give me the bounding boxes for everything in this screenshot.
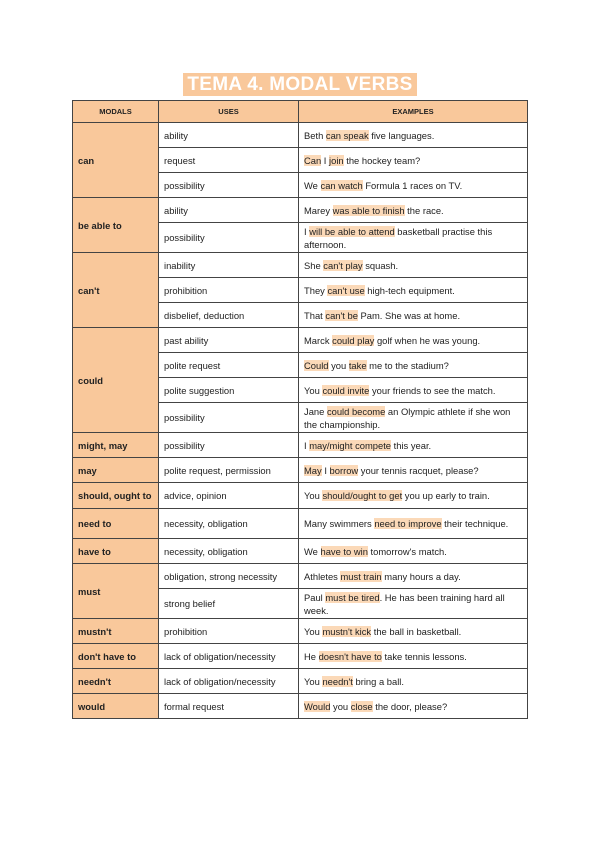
highlighted-modal-phrase: can watch (320, 179, 363, 191)
use-cell: strong belief (159, 589, 299, 619)
header-modals: MODALS (73, 101, 159, 123)
example-text: We (304, 179, 321, 191)
use-cell: prohibition (159, 619, 299, 644)
example-text: their technique. (441, 518, 509, 529)
example-text: five languages. (368, 129, 435, 141)
use-cell: necessity, obligation (159, 509, 299, 539)
example-text: Marck (304, 334, 333, 346)
example-cell (299, 483, 528, 509)
highlighted-modal-phrase: could become (326, 405, 386, 417)
example-cell (299, 589, 528, 619)
highlighted-modal-phrase: have to win (320, 545, 368, 557)
example-text: many hours a day. (381, 570, 461, 582)
example-text: You (304, 384, 323, 396)
highlighted-modal-phrase: mustn't kick (322, 625, 372, 637)
example-text: your tennis racquet, please? (358, 464, 479, 476)
example-text: Formula 1 races on TV. (362, 179, 463, 191)
highlighted-modal-phrase: needn't (322, 675, 353, 687)
use-cell: formal request (159, 694, 299, 719)
table-row (73, 619, 528, 644)
highlighted-modal-phrase: close (350, 700, 373, 712)
example-cell (299, 458, 528, 483)
use-cell: polite request (159, 353, 299, 378)
use-cell: past ability (159, 328, 299, 353)
example-text: You (304, 490, 323, 501)
example-cell (299, 619, 528, 644)
highlighted-modal-phrase: May (304, 464, 322, 476)
highlighted-modal-phrase: can't use (327, 284, 365, 296)
use-cell: ability (159, 198, 299, 223)
use-cell: disbelief, deduction (159, 303, 299, 328)
example-cell (299, 669, 528, 694)
example-text: She (304, 259, 324, 271)
modal-cell: be able to (73, 198, 159, 253)
page-title: TEMA 4. MODAL VERBS (183, 73, 416, 96)
example-text: Marey (304, 204, 333, 216)
table-header-row (73, 101, 528, 123)
example-text: you (330, 700, 351, 712)
example-text: the race. (404, 204, 444, 216)
example-text: Pam. She was at home. (357, 309, 461, 321)
example-cell (299, 303, 528, 328)
example-text: You (304, 675, 323, 687)
highlighted-modal-phrase: doesn't have to (318, 650, 382, 662)
table-row (73, 328, 528, 353)
example-text: I (321, 464, 330, 476)
example-text: golf when he was young. (374, 334, 481, 346)
page-title-wrap (0, 74, 600, 96)
use-cell: lack of obligation/necessity (159, 669, 299, 694)
highlighted-modal-phrase: Can (304, 154, 322, 166)
use-cell: prohibition (159, 278, 299, 303)
highlighted-modal-phrase: join (329, 154, 344, 166)
example-text: Athletes (304, 570, 341, 582)
highlighted-modal-phrase: Would (304, 700, 331, 712)
example-cell (299, 353, 528, 378)
modal-verbs-table (72, 100, 528, 719)
table-row (73, 433, 528, 458)
example-text: an Olympic athlete if she won the championship. (304, 405, 511, 430)
table-body (73, 123, 528, 719)
example-text: You (304, 625, 323, 637)
table-row (73, 539, 528, 564)
example-cell (299, 253, 528, 278)
example-text: Beth (304, 129, 326, 141)
highlighted-modal-phrase: must train (340, 570, 382, 582)
example-cell (299, 509, 528, 539)
example-text: tomorrow's match. (367, 545, 447, 557)
example-text: your friends to see the match. (369, 384, 496, 396)
example-cell (299, 278, 528, 303)
modal-cell: can (73, 123, 159, 198)
highlighted-modal-phrase: was able to finish (332, 204, 405, 216)
example-text: I (304, 439, 310, 451)
example-text: They (304, 284, 328, 296)
example-text: you (328, 359, 349, 371)
highlighted-modal-phrase: will be able to attend (309, 225, 395, 237)
modal-cell: must (73, 564, 159, 619)
example-text: . He has been training hard all week. (304, 591, 505, 616)
highlighted-modal-phrase: can speak (325, 129, 369, 141)
highlighted-modal-phrase: could invite (322, 384, 370, 396)
example-text: the ball in basketball. (371, 625, 462, 637)
use-cell: possibility (159, 433, 299, 458)
modal-cell: needn't (73, 669, 159, 694)
use-cell: possibility (159, 173, 299, 198)
table-row (73, 123, 528, 148)
modal-cell: have to (73, 539, 159, 564)
example-cell (299, 564, 528, 589)
table-row (73, 253, 528, 278)
use-cell: request (159, 148, 299, 173)
modal-cell: should, ought to (73, 483, 159, 509)
highlighted-modal-phrase: can't be (325, 309, 358, 321)
example-text: this year. (391, 439, 432, 451)
highlighted-modal-phrase: borrow (329, 464, 359, 476)
highlighted-modal-phrase: need to improve (374, 518, 442, 529)
modal-cell: would (73, 694, 159, 719)
example-text: the door, please? (372, 700, 448, 712)
example-text: Jane (304, 405, 327, 417)
example-text: Paul (304, 591, 326, 603)
header-uses: USES (159, 101, 299, 123)
example-cell (299, 198, 528, 223)
example-cell (299, 539, 528, 564)
example-text: We (304, 545, 321, 557)
example-cell (299, 433, 528, 458)
table-row (73, 509, 528, 539)
highlighted-modal-phrase: Could (304, 359, 329, 371)
use-cell: lack of obligation/necessity (159, 644, 299, 669)
modal-cell: need to (73, 509, 159, 539)
example-text: He (304, 650, 319, 662)
example-text: you up early to train. (402, 490, 490, 501)
example-text: I (304, 225, 310, 237)
highlighted-modal-phrase: should/ought to get (322, 490, 403, 501)
use-cell: possibility (159, 403, 299, 433)
example-text: That (304, 309, 326, 321)
example-cell (299, 403, 528, 433)
example-cell (299, 223, 528, 253)
example-text: the hockey team? (343, 154, 421, 166)
modal-cell: may (73, 458, 159, 483)
example-text: take tennis lessons. (381, 650, 467, 662)
modal-cell: might, may (73, 433, 159, 458)
use-cell: inability (159, 253, 299, 278)
highlighted-modal-phrase: must be tired (325, 591, 380, 603)
modal-cell: mustn't (73, 619, 159, 644)
example-text: I (321, 154, 330, 166)
use-cell: ability (159, 123, 299, 148)
highlighted-modal-phrase: can't play (323, 259, 363, 271)
use-cell: advice, opinion (159, 483, 299, 509)
example-text: high-tech equipment. (364, 284, 455, 296)
example-cell (299, 148, 528, 173)
table-row (73, 483, 528, 509)
example-cell (299, 694, 528, 719)
table-row (73, 198, 528, 223)
table-row (73, 458, 528, 483)
modal-cell: don't have to (73, 644, 159, 669)
example-cell (299, 378, 528, 403)
highlighted-modal-phrase: may/might compete (309, 439, 392, 451)
example-text: squash. (362, 259, 399, 271)
example-cell (299, 328, 528, 353)
example-text: me to the stadium? (366, 359, 449, 371)
use-cell: polite request, permission (159, 458, 299, 483)
use-cell: necessity, obligation (159, 539, 299, 564)
example-cell (299, 123, 528, 148)
example-cell (299, 173, 528, 198)
use-cell: obligation, strong necessity (159, 564, 299, 589)
example-text: basketball practise this afternoon. (304, 225, 493, 250)
modal-cell: could (73, 328, 159, 433)
use-cell: polite suggestion (159, 378, 299, 403)
modal-cell: can't (73, 253, 159, 328)
example-text: bring a ball. (352, 675, 404, 687)
highlighted-modal-phrase: take (348, 359, 367, 371)
table-row (73, 694, 528, 719)
example-cell (299, 644, 528, 669)
header-examples: EXAMPLES (299, 101, 528, 123)
table-row (73, 644, 528, 669)
table-row (73, 669, 528, 694)
table-row (73, 564, 528, 589)
use-cell: possibility (159, 223, 299, 253)
example-text: Many swimmers (304, 518, 375, 529)
highlighted-modal-phrase: could play (332, 334, 375, 346)
